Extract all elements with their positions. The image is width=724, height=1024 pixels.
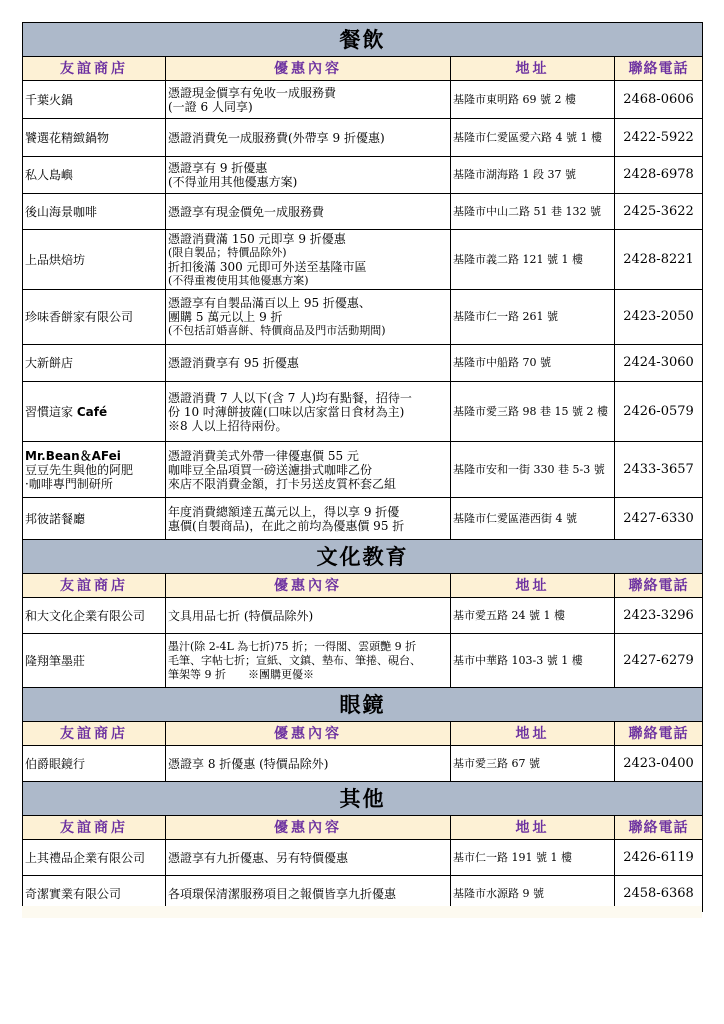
phone: 2423-2050 (615, 290, 703, 345)
store-name: 習慣這家 Café (23, 382, 166, 442)
header-store: 友誼商店 (23, 722, 166, 746)
table-row (23, 498, 703, 540)
phone: 2428-8221 (615, 230, 703, 290)
phone: 2468-0606 (615, 81, 703, 119)
offer-text: 各項環保清潔服務項目之報價皆享九折優惠 (166, 876, 451, 912)
header-address: 地址 (451, 816, 615, 840)
table-row (23, 119, 703, 157)
address: 基市仁一路 191 號 1 樓 (451, 840, 615, 876)
phone: 2426-6119 (615, 840, 703, 876)
phone: 2423-0400 (615, 746, 703, 782)
offer-text: 憑證享有現金價免一成服務費 (166, 194, 451, 230)
column-header-row (23, 722, 703, 746)
store-name: 後山海景咖啡 (23, 194, 166, 230)
column-header-row (23, 57, 703, 81)
store-name: 上品烘焙坊 (23, 230, 166, 290)
offer-text: 憑證享有九折優惠、另有特價優惠 (166, 840, 451, 876)
column-header-row (23, 574, 703, 598)
section-glasses (23, 688, 703, 722)
phone: 2423-3296 (615, 598, 703, 634)
address: 基隆市仁愛區愛六路 4 號 1 樓 (451, 119, 615, 157)
section-title: 餐飲 (23, 23, 703, 57)
phone: 2428-6978 (615, 157, 703, 194)
store-name: 和大文化企業有限公司 (23, 598, 166, 634)
offer-text: 憑證消費滿 150 元即享 9 折優惠 (限自製品；特價品除外) 折扣後滿 300 元即可外送至基隆市區 (不得重複使用其他優惠方案) (166, 230, 451, 290)
header-address: 地址 (451, 57, 615, 81)
header-offer: 優惠內容 (166, 574, 451, 598)
merchant-table (22, 22, 703, 912)
table-row (23, 290, 703, 345)
table-row (23, 840, 703, 876)
store-name: 饕選花精緻鍋物 (23, 119, 166, 157)
table-row (23, 194, 703, 230)
section-other (23, 782, 703, 816)
phone: 2433-3657 (615, 442, 703, 498)
section-dining (23, 23, 703, 57)
section-culture (23, 540, 703, 574)
footer-divider (22, 906, 702, 918)
table-row (23, 598, 703, 634)
table-row (23, 230, 703, 290)
phone: 2458-6368 (615, 876, 703, 912)
header-address: 地址 (451, 722, 615, 746)
header-phone: 聯絡電話 (615, 722, 703, 746)
address: 基市愛五路 24 號 1 樓 (451, 598, 615, 634)
header-store: 友誼商店 (23, 816, 166, 840)
phone: 2425-3622 (615, 194, 703, 230)
address: 基隆市仁一路 261 號 (451, 290, 615, 345)
store-name: Mr.Bean＆AFei 豆豆先生與他的阿肥 ·咖啡專門制研所 (23, 442, 166, 498)
address: 基隆市中船路 70 號 (451, 345, 615, 382)
header-offer: 優惠內容 (166, 722, 451, 746)
address: 基隆市中山二路 51 巷 132 號 (451, 194, 615, 230)
offer-text: 憑證消費享有 95 折優惠 (166, 345, 451, 382)
address: 基隆市東明路 69 號 2 樓 (451, 81, 615, 119)
column-header-row (23, 816, 703, 840)
store-name: 大新餅店 (23, 345, 166, 382)
discount-document (22, 22, 702, 912)
header-offer: 優惠內容 (166, 816, 451, 840)
store-name: 邦彼諾餐廳 (23, 498, 166, 540)
address: 基隆市湖海路 1 段 37 號 (451, 157, 615, 194)
offer-text: 憑證享 8 折優惠 (特價品除外) (166, 746, 451, 782)
store-name: 上其禮品企業有限公司 (23, 840, 166, 876)
phone: 2422-5922 (615, 119, 703, 157)
table-row (23, 157, 703, 194)
address: 基隆市仁愛區港西街 4 號 (451, 498, 615, 540)
offer-text: 墨汁(除 2-4L 為七折)75 折；一得閣、雲頭艷 9 折 毛筆、字帖七折；宣紙、文鎮、墊布、筆捲、硯台、 筆架等 9 折 ※團購更優※ (166, 634, 451, 688)
store-name: 珍味香餅家有限公司 (23, 290, 166, 345)
address: 基隆市水源路 9 號 (451, 876, 615, 912)
header-offer: 優惠內容 (166, 57, 451, 81)
store-name: 千葉火鍋 (23, 81, 166, 119)
table-row (23, 634, 703, 688)
offer-text: 年度消費總額達五萬元以上，得以享 9 折優 惠價(自製商品)，在此之前均為優惠價 95 折 (166, 498, 451, 540)
address: 基隆市安和一街 330 巷 5-3 號 (451, 442, 615, 498)
address: 基隆市義二路 121 號 1 樓 (451, 230, 615, 290)
address: 基隆市愛三路 98 巷 15 號 2 樓 (451, 382, 615, 442)
address: 基市愛三路 67 號 (451, 746, 615, 782)
offer-text: 憑證現金價享有免收一成服務費 (一證 6 人同享) (166, 81, 451, 119)
section-title: 眼鏡 (23, 688, 703, 722)
phone: 2424-3060 (615, 345, 703, 382)
header-phone: 聯絡電話 (615, 574, 703, 598)
offer-text: 憑證消費 7 人以下(含 7 人)均有點餐，招待一 份 10 吋薄餅披薩(口味以店家當日食材為主) ※8 人以上招待兩份。 (166, 382, 451, 442)
table-row (23, 81, 703, 119)
table-row (23, 746, 703, 782)
store-name: 隆翔筆墨莊 (23, 634, 166, 688)
phone: 2427-6330 (615, 498, 703, 540)
section-title: 其他 (23, 782, 703, 816)
phone: 2426-0579 (615, 382, 703, 442)
table-row (23, 382, 703, 442)
header-phone: 聯絡電話 (615, 816, 703, 840)
offer-text: 憑證享有 9 折優惠 (不得並用其他優惠方案) (166, 157, 451, 194)
offer-text: 文具用品七折 (特價品除外) (166, 598, 451, 634)
header-store: 友誼商店 (23, 57, 166, 81)
store-name: 伯爵眼鏡行 (23, 746, 166, 782)
header-address: 地址 (451, 574, 615, 598)
phone: 2427-6279 (615, 634, 703, 688)
address: 基市中華路 103-3 號 1 樓 (451, 634, 615, 688)
store-name: 奇潔實業有限公司 (23, 876, 166, 912)
offer-text: 憑證消費免一成服務費(外帶享 9 折優惠) (166, 119, 451, 157)
table-row (23, 345, 703, 382)
store-name: 私人島嶼 (23, 157, 166, 194)
offer-text: 憑證消費美式外帶一律優惠價 55 元 咖啡豆全品項買一磅送濾掛式咖啡乙份 來店不限消費金額，打卡另送皮質杯套乙組 (166, 442, 451, 498)
offer-text: 憑證享有自製品滿百以上 95 折優惠、 團購 5 萬元以上 9 折 (不包括訂婚喜餅、特價商品及門市活動期間) (166, 290, 451, 345)
section-title: 文化教育 (23, 540, 703, 574)
table-row (23, 442, 703, 498)
header-phone: 聯絡電話 (615, 57, 703, 81)
header-store: 友誼商店 (23, 574, 166, 598)
